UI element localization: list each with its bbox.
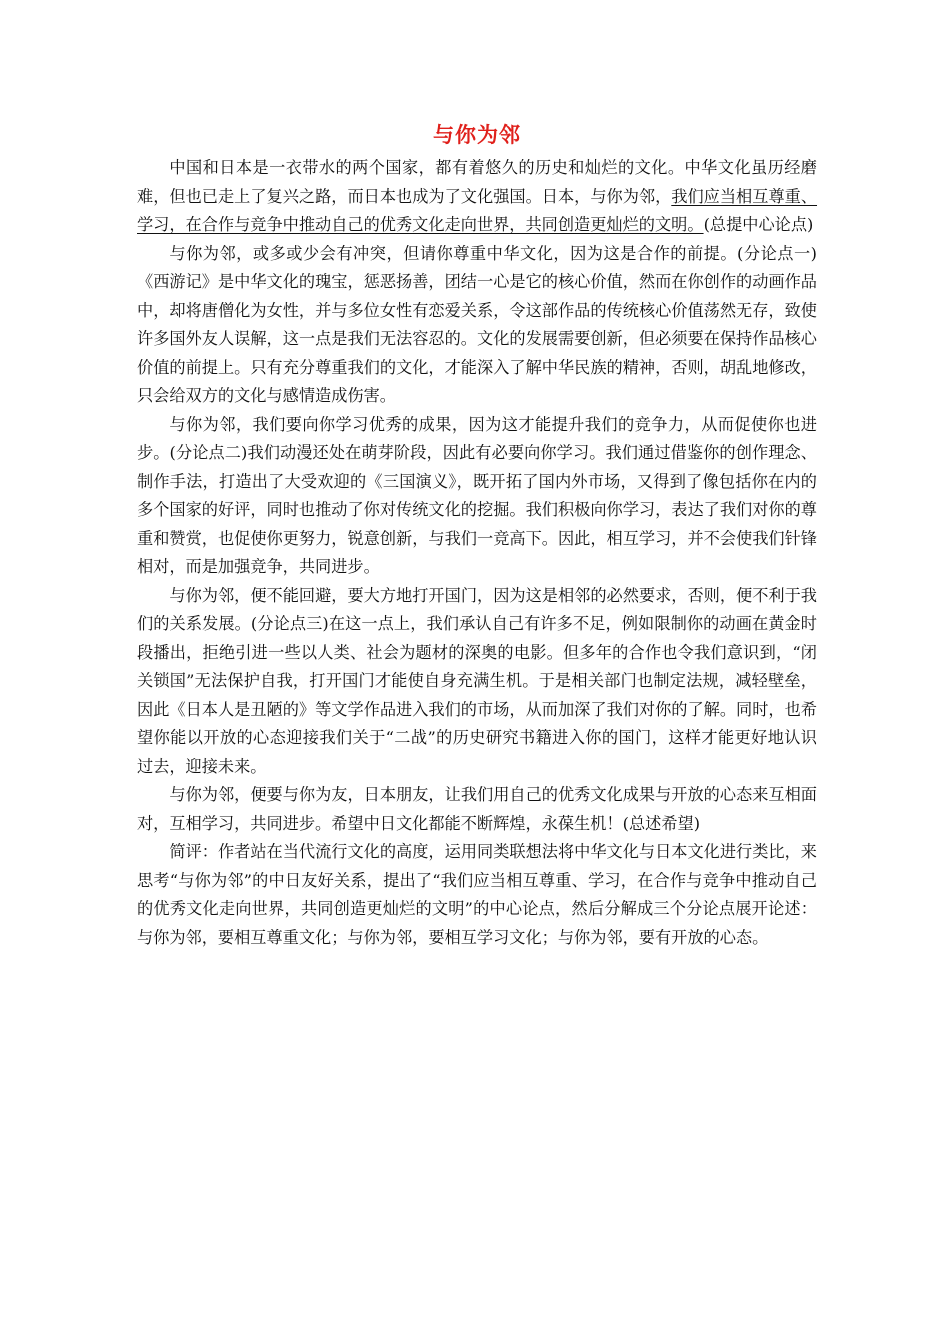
- paragraph-intro: [137, 154, 817, 240]
- intro-text: 中国和日本是一衣带水的两个国家，都有着悠久的历史和灿烂的文化。中华文化虽历经磨难，但也已走上了复兴之路，而日本也成为了文化强国。日本，与你为邻，: [137, 158, 817, 206]
- intro-annotation: (总提中心论点): [703, 215, 814, 234]
- paragraph-point-one: 与你为邻，或多或少会有冲突，但请你尊重中华文化，因为这是合作的前提。(分论点一)《西游记》是中华文化的瑰宝，惩恶扬善，团结一心是它的核心价值，然而在你创作的动画作品中，却将唐僧化为女性，并与多位女性有恋爱关系，令这部作品的传统核心价值荡然无存，致使许多国外友人误解，这一点是我们无法容忍的。文化的发展需要创新，但必须要在保持作品核心价值的前提上。只有充分尊重我们的文化，才能深入了解中华民族的精神，否则，胡乱地修改，只会给双方的文化与感情造成伤害。: [137, 243, 817, 405]
- paragraph-conclusion: 与你为邻，便要与你为友，日本朋友，让我们用自己的优秀文化成果与开放的心态来互相面对，互相学习，共同进步。希望中日文化都能不断辉煌，永葆生机！(总述希望): [137, 785, 817, 833]
- central-thesis-underlined: 我们应当相互尊重、学习，在合作与竞争中推动自己的优秀文化走向世界，共同创造更灿烂的文明。: [137, 186, 818, 234]
- paragraph-point-two: 与你为邻，我们要向你学习优秀的成果，因为这才能提升我们的竞争力，从而促使你也进步。(分论点二)我们动漫还处在萌芽阶段，因此有必要向你学习。我们通过借鉴你的创作理念、制作手法，打造出了大受欢迎的《三国演义》，既开拓了国内外市场，又得到了像包括你在内的多个国家的好评，同时也推动了你对传统文化的挖掘。我们积极向你学习，表达了我们对你的尊重和赞赏，也促使你更努力，锐意创新，与我们一竞高下。因此，相互学习，并不会使我们针锋相对，而是加强竞争，共同进步。: [137, 414, 817, 576]
- essay-title: 与你为邻: [433, 122, 521, 147]
- document-page: [137, 118, 817, 952]
- paragraph-point-three: 与你为邻，便不能回避，要大方地打开国门，因为这是相邻的必然要求，否则，便不利于我们的关系发展。(分论点三)在这一点上，我们承认自己有许多不足，例如限制你的动画在黄金时段播出，拒绝引进一些以人类、社会为题材的深奥的电影。但多年的合作也令我们意识到，“闭关锁国”无法保护自我，打开国门才能使自身充满生机。于是相关部门也制定法规，减轻壁垒，因此《日本人是丑陋的》等文学作品进入我们的市场，从而加深了我们对你的了解。同时，也希望你能以开放的心态迎接我们关于“二战”的历史研究书籍进入你的国门，这样才能更好地认识过去，迎接未来。: [137, 585, 817, 776]
- paragraph-commentary: 简评：作者站在当代流行文化的高度，运用同类联想法将中华文化与日本文化进行类比，来思考“与你为邻”的中日友好关系，提出了“我们应当相互尊重、学习，在合作与竞争中推动自己的优秀文化走向世界，共同创造更灿烂的文明”的中心论点，然后分解成三个分论点展开论述：与你为邻，要相互尊重文化；与你为邻，要相互学习文化；与你为邻，要有开放的心态。: [137, 842, 817, 947]
